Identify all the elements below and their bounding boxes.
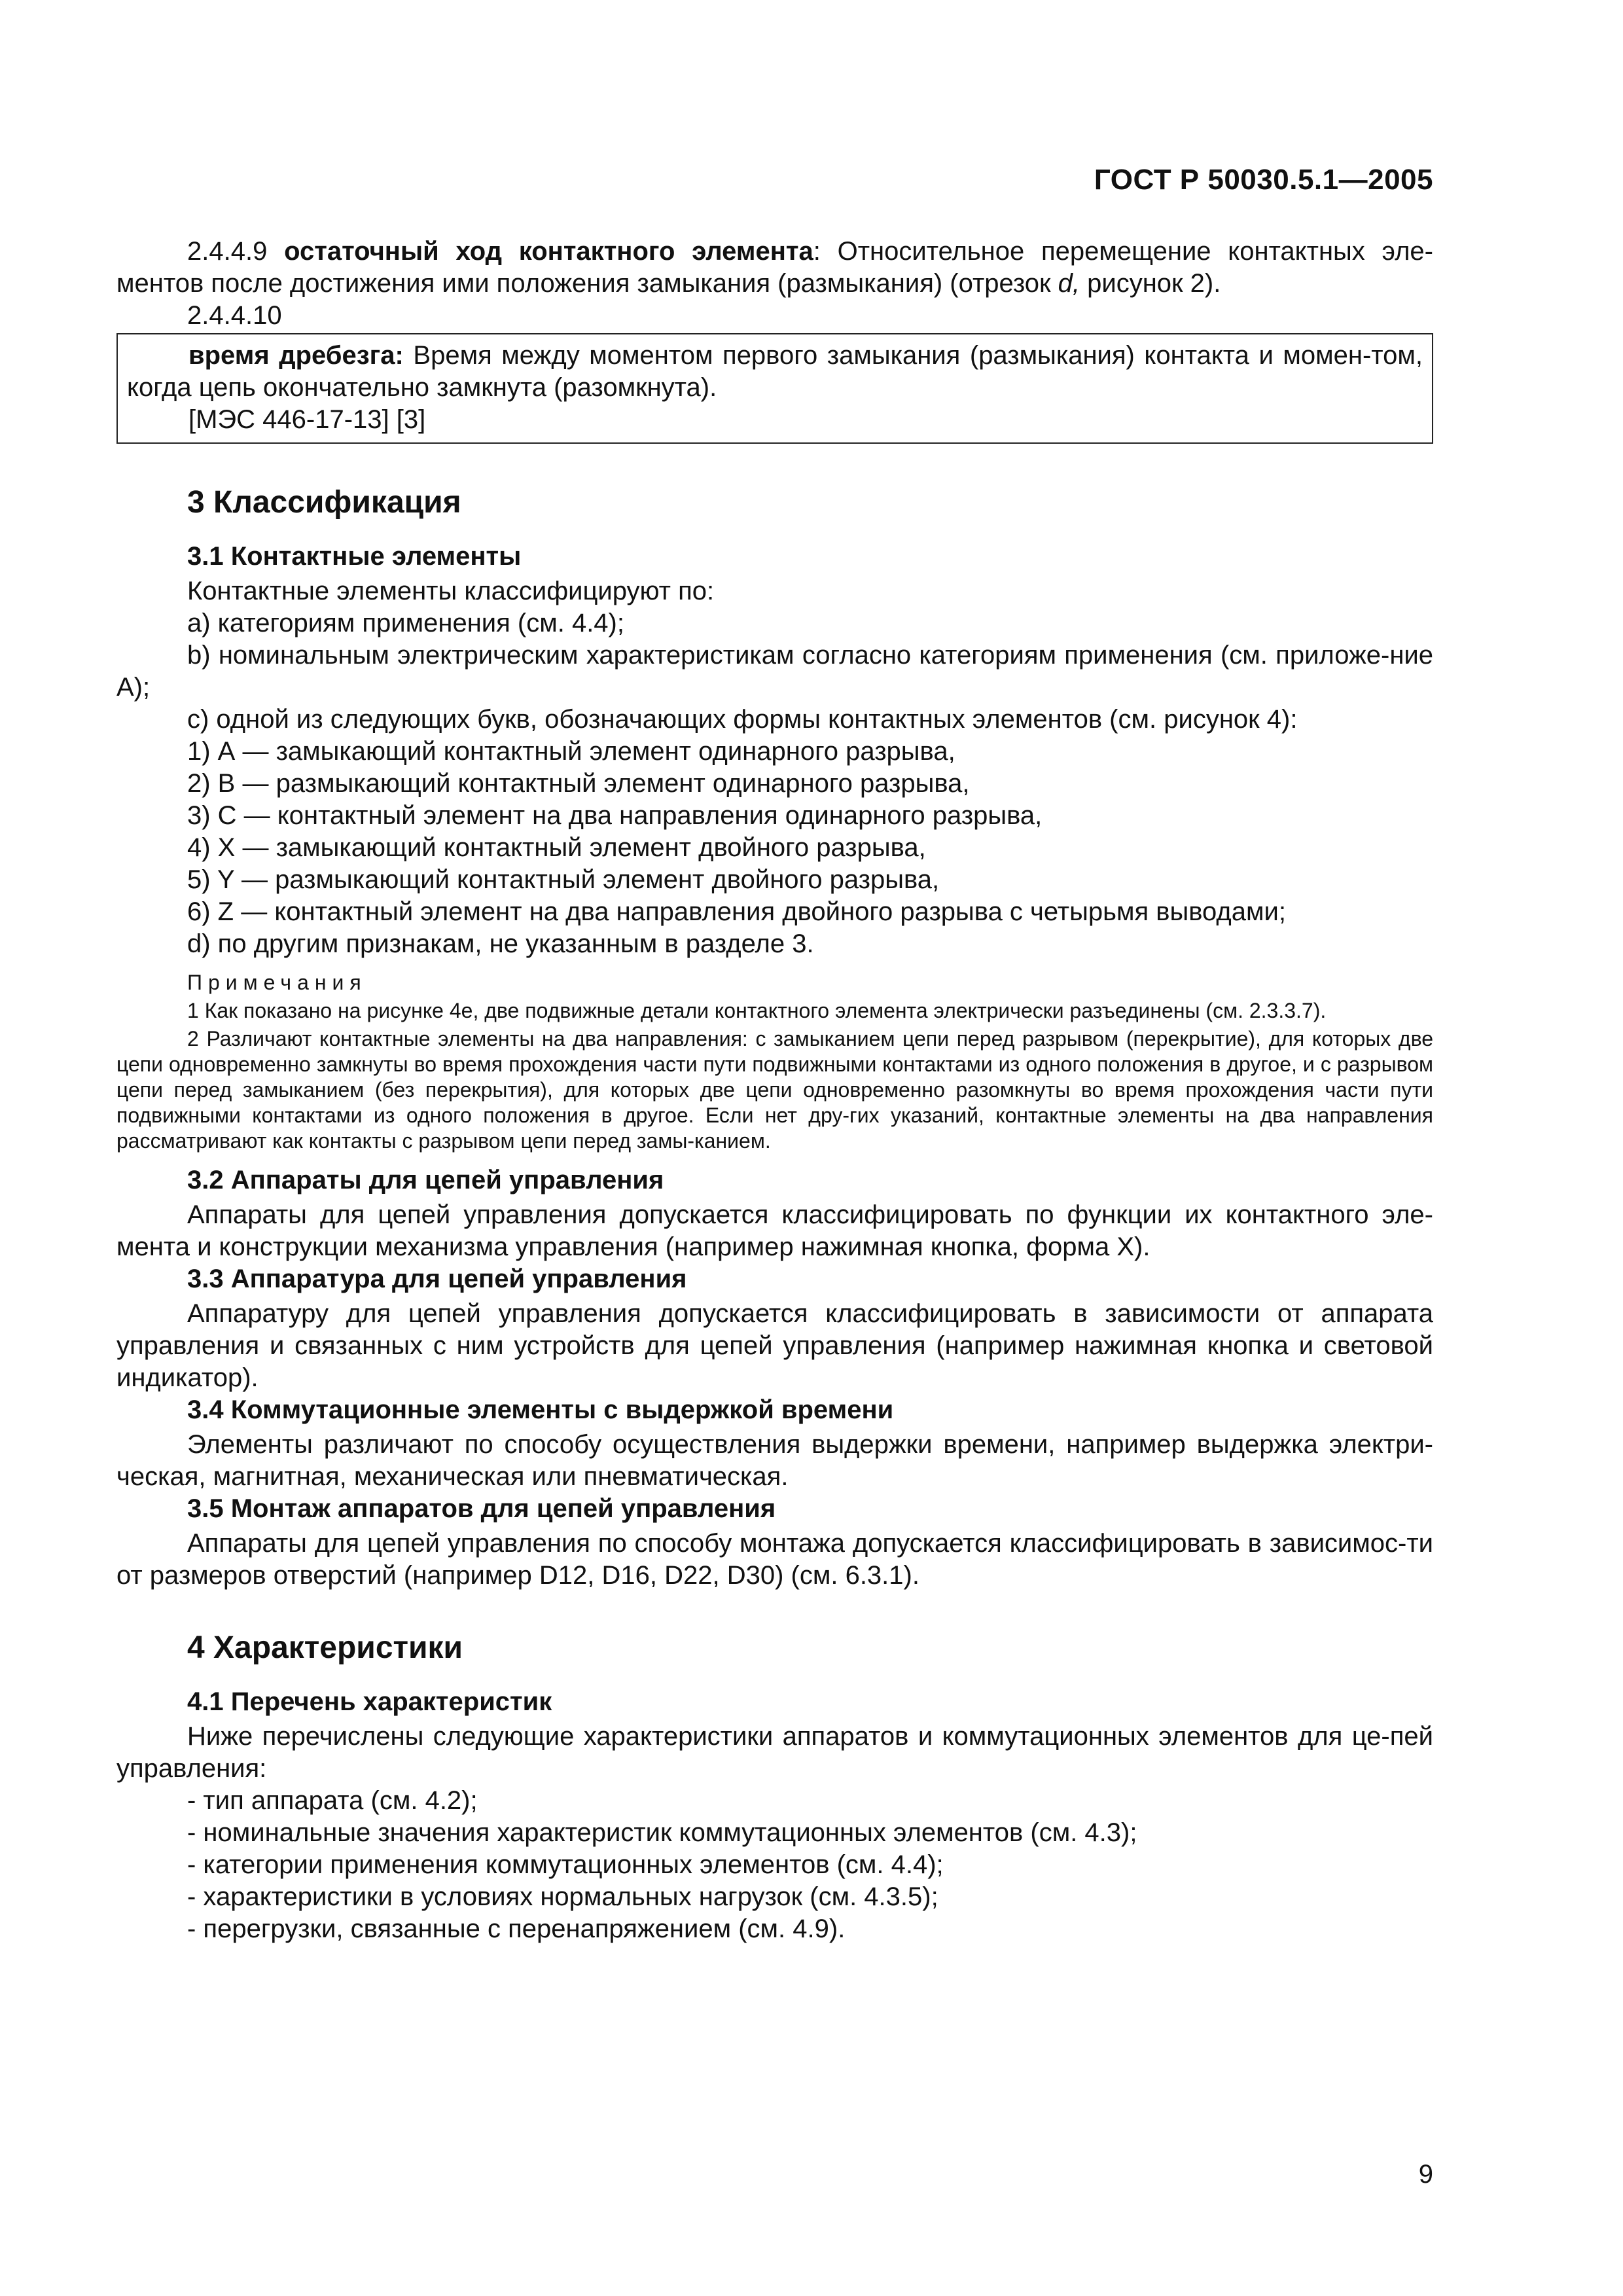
list-item: 4) X — замыкающий контактный элемент двойного разрыва,	[187, 833, 926, 862]
definition-text: Время между моментом первого замыкания (размыкания) контакта и момен-том, когда цепь окончательно замкнута (разомкнута).	[127, 341, 1423, 402]
section-3-4-text: Элементы различают по способу осуществления выдержки времени, например выдержка электри-ческая, магнитная, механическая или пневматическая.	[116, 1430, 1433, 1491]
section-4-title: 4 Характеристики	[187, 1630, 463, 1665]
definition-term: время дребезга:	[188, 341, 404, 370]
definition-reference: [МЭС 446-17-13] [3]	[188, 405, 426, 434]
list-item: d) по другим признакам, не указанным в разделе 3.	[187, 929, 814, 958]
note-1: 1 Как показано на рисунке 4е, две подвижные детали контактного элемента электрически разъединены (см. 2.3.3.7).	[187, 999, 1327, 1022]
definition-box	[116, 333, 1433, 444]
section-3-2-text: Аппараты для цепей управления допускается классифицировать по функции их контактного эле-мента и конструкции механизма управления (например нажимная кнопка, форма X).	[116, 1200, 1433, 1261]
definition-term: остаточный ход контактного элемента	[284, 237, 813, 266]
page-content	[116, 236, 1433, 1945]
list-item: c) одной из следующих букв, обозначающих формы контактных элементов (см. рисунок 4):	[187, 705, 1298, 734]
notes-title: Примечания	[187, 971, 367, 994]
section-3-5-text: Аппараты для цепей управления по способу монтажа допускается классифицировать в зависимос-ти от размеров отверстий (например D12, D16, D22, D30) (см. 6.3.1).	[116, 1529, 1433, 1590]
definition-2-4-4-9	[116, 236, 1433, 300]
list-item: 3) С — контактный элемент на два направления одинарного разрыва,	[187, 801, 1043, 830]
list-item: b) номинальным электрическим характеристикам согласно категориям применения (см. приложе-ние А);	[116, 641, 1433, 702]
definition-text: : Относительное перемещение контактных эле-ментов после достижения ими положения замыкания (размыкания) (отрезок	[116, 237, 1433, 298]
section-4-1-intro: Ниже перечислены следующие характеристики аппаратов и коммутационных элементов для це-пей управления:	[116, 1722, 1433, 1783]
section-3-3-title: 3.3 Аппаратура для цепей управления	[187, 1265, 687, 1293]
list-item: - категории применения коммутационных элементов (см. 4.4);	[187, 1850, 944, 1879]
list-item: 2) В — размыкающий контактный элемент одинарного разрыва,	[187, 769, 970, 798]
list-item: - характеристики в условиях нормальных нагрузок (см. 4.3.5);	[187, 1882, 938, 1911]
list-item: - номинальные значения характеристик коммутационных элементов (см. 4.3);	[187, 1818, 1137, 1847]
list-item: 1) А — замыкающий контактный элемент одинарного разрыва,	[187, 737, 955, 766]
note-2: 2 Различают контактные элементы на два направления: с замыканием цепи перед разрывом (перекрытие), для которых две цепи одновременно замкнуты во время прохождения части пути подвижными контактами из одного положения в другое, и с разрывом цепи перед замыканием (без перекрытия), для которых две цепи одновременно разомкнуты во время прохождения части пути подвижными контактами из одного положения в другое. Если нет дру-гих указаний, контактные элементы на два направления рассматривают как контакты с разрывом цепи перед замы-канием.	[116, 1027, 1433, 1153]
standard-header: ГОСТ Р 50030.5.1—2005	[1094, 164, 1433, 196]
definition-number: 2.4.4.9	[187, 237, 268, 266]
section-3-2-title: 3.2 Аппараты для цепей управления	[187, 1166, 664, 1194]
section-3-4-title: 3.4 Коммутационные элементы с выдержкой времени	[187, 1395, 894, 1424]
section-3-1-intro: Контактные элементы классифицируют по:	[187, 577, 715, 605]
section-3-3-text: Аппаратуру для цепей управления допускается классифицировать в зависимости от аппарата управления и связанных с ним устройств для цепей управления (например нажимная кнопка и световой индикатор).	[116, 1299, 1433, 1392]
definition-italic: d,	[1058, 269, 1080, 298]
list-item: 6) Z — контактный элемент на два направления двойного разрыва с четырьмя выводами;	[187, 897, 1286, 926]
page-number: 9	[1418, 2160, 1433, 2189]
list-item: - тип аппарата (см. 4.2);	[187, 1786, 478, 1815]
section-3-1-title: 3.1 Контактные элементы	[187, 542, 522, 571]
section-3-title: 3 Классификация	[187, 485, 461, 520]
section-3-5-title: 3.5 Монтаж аппаратов для цепей управления	[187, 1494, 776, 1523]
list-item: 5) Y — размыкающий контактный элемент двойного разрыва,	[187, 865, 940, 894]
list-item: a) категориям применения (см. 4.4);	[187, 609, 624, 637]
definition-2-4-4-10-number: 2.4.4.10	[187, 301, 282, 330]
definition-2-4-4-10	[127, 340, 1423, 404]
list-item: - перегрузки, связанные с перенапряжением (см. 4.9).	[187, 1914, 846, 1943]
section-4-1-title: 4.1 Перечень характеристик	[187, 1687, 552, 1716]
definition-text-end: рисунок 2).	[1080, 269, 1221, 298]
